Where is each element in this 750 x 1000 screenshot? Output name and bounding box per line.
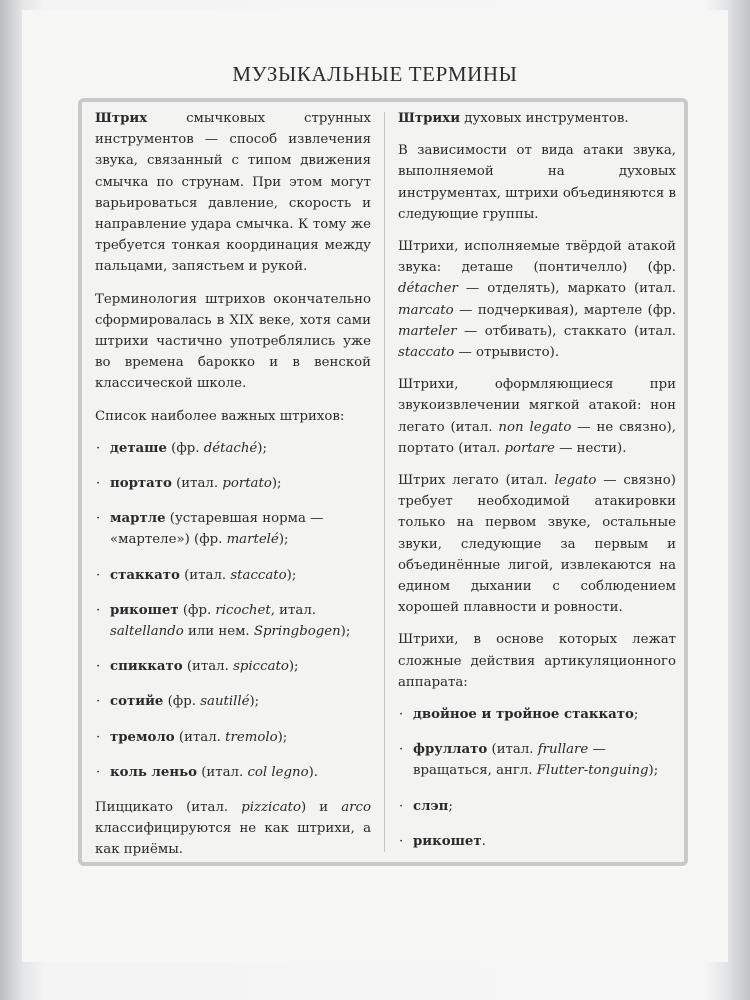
pizzicato-note: Пиццикато (итал. pizzicato) и arco классифицируются не как штрихи, а как приёмы. <box>95 800 371 858</box>
hard-attack-paragraph: Штрихи, исполняемые твёрдой атакой звука: деташе (понтичелло) (фр. détacher — отделять), маркато (итал. marcato — подчеркивая), мартеле (фр. marteler — отбивать), стаккато (итал. staccato — отрывисто). <box>398 239 676 361</box>
list-item: · двойное и тройное стаккато; <box>399 707 639 723</box>
soft-attack-paragraph: Штрихи, оформляющиеся при звукоизвлечении мягкой атакой: нон легато (итал. non legato — не связно), портато (итал. portare — нести). <box>398 377 676 456</box>
list-item: · коль леньо (итал. col legno). <box>96 764 318 780</box>
list-item: · сотийе (фр. sautillé); <box>96 694 260 710</box>
complex-heading: Штрихи, в основе которых лежат сложные действия артикуляционного аппарата: <box>398 632 676 690</box>
list-item: · деташе (фр. détaché); <box>96 440 267 456</box>
right-column <box>398 108 676 866</box>
wind-terms-list <box>398 704 676 852</box>
list-item: · портато (итал. portato); <box>96 476 282 492</box>
attack-intro: В зависимости от вида атаки звука, выполняемой на духовых инструментах, штрихи объединяются в следующие группы. <box>398 143 676 222</box>
bowing-definition: Штрих смычковых струнных инструментов — способ извлечения звука, связанный с типом движения смычка по струнам. При этом могут варьироваться давление, скорость и направление удара смычка. К тому же требуется тонкая координация между пальцами, запястьем и рукой. <box>95 111 371 275</box>
page-title: МУЗЫКАЛЬНЫЕ ТЕРМИНЫ <box>232 62 518 86</box>
list-item: · слэп; <box>399 798 453 814</box>
legato-paragraph: Штрих легато (итал. legato — связно) требует необходимой атакировки только на первом звуке, остальные звуки, следующие за первым и объединённые лигой, извлекаются на едином дыхании с соблюдением хорошей плавности и ровности. <box>398 473 676 616</box>
left-column <box>95 108 371 872</box>
wind-heading: Штрихи духовых инструментов. <box>398 111 629 126</box>
list-item: · рикошет (фр. ricochet, итал. saltellando или нем. Springbogen); <box>96 602 351 640</box>
list-item: · мартле (устаревшая норма — «мартеле») (фр. martelé); <box>96 511 324 548</box>
list-item: · стаккато (итал. staccato); <box>96 567 297 583</box>
list-item: · фруллато (итал. frullare — вращаться, англ. Flutter-tonguing); <box>399 742 659 779</box>
list-item: · тремоло (итал. tremolo); <box>96 729 288 745</box>
column-divider <box>384 112 385 852</box>
list-item: · спиккато (итал. spiccato); <box>96 659 299 675</box>
terminology-history: Терминология штрихов окончательно сформировалась в XIX веке, хотя сами штрихи частично употреблялись уже во времена барокко и в венской классической школе. <box>95 291 371 392</box>
list-heading: Список наиболее важных штрихов: <box>95 408 345 424</box>
list-item: · рикошет. <box>399 833 486 849</box>
bowing-terms-list <box>95 438 371 783</box>
